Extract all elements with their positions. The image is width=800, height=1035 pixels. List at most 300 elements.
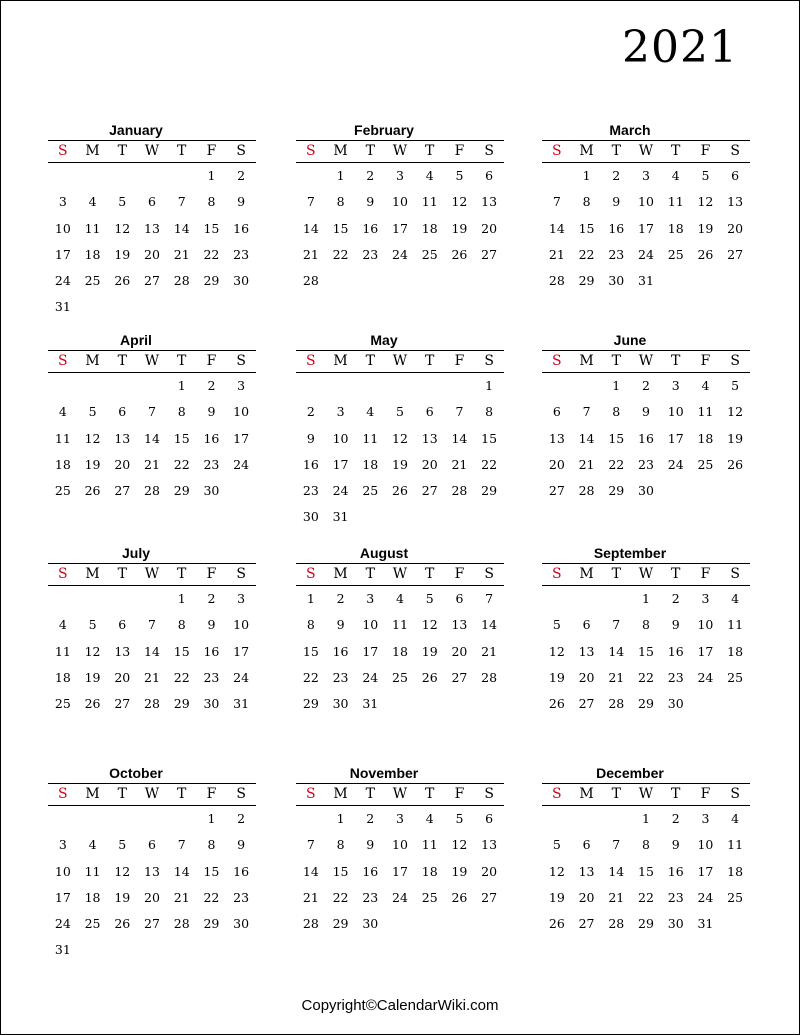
day-cell: 5 <box>118 194 127 210</box>
day-cell: 17 <box>697 643 714 659</box>
day-cell: 25 <box>421 246 438 262</box>
weekday-header-row <box>296 350 504 373</box>
day-cell: 8 <box>642 617 650 633</box>
weekday-label: T <box>425 786 435 802</box>
day-cell: 1 <box>336 168 345 183</box>
month-name: June <box>613 332 647 348</box>
day-cell: 20 <box>421 456 438 472</box>
day-cell: 6 <box>425 404 434 420</box>
day-cell: 31 <box>638 273 654 289</box>
day-grid <box>48 586 256 717</box>
weekday-header-row <box>48 783 256 806</box>
day-cell: 24 <box>54 916 71 932</box>
day-cell: 19 <box>548 889 565 905</box>
day-cell: 21 <box>578 456 595 472</box>
day-cell: 26 <box>548 916 565 932</box>
weekday-label: S <box>484 353 494 369</box>
day-blank <box>601 586 631 612</box>
day-cell: 21 <box>548 246 565 262</box>
month-january <box>48 120 256 321</box>
day-cell: 1 <box>642 811 650 826</box>
weekday-label: T <box>671 143 681 159</box>
day-grid <box>48 806 256 964</box>
weekday-label: T <box>671 566 681 582</box>
day-cell: 12 <box>548 863 565 879</box>
day-cell: 1 <box>306 591 315 606</box>
day-cell: 25 <box>667 246 684 262</box>
day-cell: 9 <box>671 617 680 633</box>
weekday-label: S <box>58 143 68 159</box>
day-cell: 8 <box>177 617 186 633</box>
day-cell: 21 <box>302 246 319 262</box>
day-cell: 11 <box>54 430 71 446</box>
weekday-header-row <box>48 140 256 163</box>
day-cell: 7 <box>612 837 621 853</box>
month-september <box>542 543 750 717</box>
day-grid <box>48 373 256 504</box>
weekday-label: T <box>117 143 127 159</box>
day-cell: 30 <box>667 916 684 932</box>
day-cell: 15 <box>203 863 220 879</box>
day-cell: 30 <box>608 273 625 289</box>
day-cell: 24 <box>638 246 654 262</box>
day-cell: 13 <box>727 194 744 210</box>
day-cell: 22 <box>608 456 625 472</box>
month-october <box>48 763 256 964</box>
day-blank <box>78 163 108 189</box>
day-cell: 25 <box>421 889 438 905</box>
day-cell: 19 <box>451 220 468 236</box>
day-cell: 25 <box>54 696 71 712</box>
day-cell: 12 <box>451 837 468 853</box>
day-cell: 7 <box>612 617 621 633</box>
day-grid <box>296 586 504 717</box>
day-cell: 23 <box>203 669 220 685</box>
day-cell: 3 <box>701 591 710 606</box>
day-cell: 11 <box>421 837 438 853</box>
weekday-label: S <box>552 143 562 159</box>
day-cell: 17 <box>54 246 71 262</box>
day-grid <box>542 163 750 294</box>
day-cell: 19 <box>727 430 744 446</box>
day-cell: 3 <box>701 811 710 826</box>
day-cell: 20 <box>481 863 498 879</box>
day-cell: 23 <box>332 669 349 685</box>
weekday-header-row <box>48 350 256 373</box>
day-cell: 30 <box>332 696 349 712</box>
month-name: May <box>370 332 398 348</box>
day-cell: 12 <box>84 643 101 659</box>
day-cell: 18 <box>392 643 408 659</box>
day-cell: 2 <box>207 591 216 606</box>
weekday-label: S <box>58 786 68 802</box>
day-blank <box>542 373 572 399</box>
day-blank <box>107 163 137 189</box>
day-cell: 26 <box>451 246 468 262</box>
day-cell: 24 <box>697 889 714 905</box>
weekday-label: S <box>306 786 316 802</box>
day-cell: 30 <box>302 509 319 525</box>
day-blank <box>107 586 137 612</box>
day-cell: 13 <box>144 863 160 879</box>
day-cell: 24 <box>233 669 250 685</box>
day-cell: 22 <box>638 669 654 685</box>
day-cell: 11 <box>84 863 101 879</box>
weekday-label: T <box>425 566 435 582</box>
day-cell: 5 <box>455 168 464 183</box>
day-cell: 3 <box>237 591 246 606</box>
day-cell: 25 <box>727 889 744 905</box>
day-cell: 19 <box>421 643 438 659</box>
day-cell: 23 <box>362 246 379 262</box>
day-cell: 2 <box>671 591 680 606</box>
day-cell: 16 <box>667 863 684 879</box>
day-cell: 7 <box>306 837 315 853</box>
day-cell: 16 <box>203 643 220 659</box>
weekday-label: S <box>552 353 562 369</box>
day-cell: 27 <box>727 246 744 262</box>
day-cell: 14 <box>481 617 498 633</box>
day-cell: 26 <box>727 456 744 472</box>
day-cell: 7 <box>582 404 591 420</box>
day-cell: 15 <box>203 220 220 236</box>
day-cell: 11 <box>667 194 684 210</box>
day-cell: 5 <box>552 617 561 633</box>
day-cell: 22 <box>638 889 654 905</box>
day-cell: 29 <box>203 273 220 289</box>
day-cell: 24 <box>392 246 408 262</box>
weekday-label: M <box>579 353 594 369</box>
weekday-header-row <box>542 140 750 163</box>
day-cell: 15 <box>638 863 654 879</box>
day-cell: 4 <box>88 194 97 210</box>
day-cell: 28 <box>578 483 595 499</box>
day-cell: 13 <box>144 220 160 236</box>
day-cell: 15 <box>481 430 498 446</box>
weekday-header-row <box>296 783 504 806</box>
day-cell: 14 <box>144 430 160 446</box>
day-cell: 23 <box>233 246 250 262</box>
day-cell: 27 <box>578 696 595 712</box>
day-cell: 22 <box>203 246 220 262</box>
day-cell: 8 <box>177 404 186 420</box>
day-cell: 4 <box>88 837 97 853</box>
day-cell: 31 <box>697 916 714 932</box>
month-name: October <box>109 765 163 781</box>
day-cell: 6 <box>118 404 127 420</box>
day-cell: 24 <box>332 483 349 499</box>
day-cell: 30 <box>203 483 220 499</box>
weekday-label: M <box>333 353 348 369</box>
day-cell: 1 <box>485 378 494 393</box>
day-cell: 18 <box>667 220 684 236</box>
day-cell: 13 <box>548 430 565 446</box>
copyright-text: Copyright©CalendarWiki.com <box>301 997 499 1014</box>
day-cell: 26 <box>114 273 131 289</box>
weekday-label: W <box>144 786 160 802</box>
weekday-label: S <box>484 566 494 582</box>
day-cell: 25 <box>392 669 408 685</box>
day-cell: 1 <box>336 811 345 826</box>
day-cell: 23 <box>362 889 379 905</box>
day-cell: 20 <box>481 220 498 236</box>
day-cell: 21 <box>608 889 625 905</box>
day-cell: 10 <box>332 430 349 446</box>
day-cell: 19 <box>114 889 131 905</box>
day-cell: 9 <box>642 404 650 420</box>
day-cell: 5 <box>88 617 97 633</box>
day-cell: 15 <box>332 220 349 236</box>
day-cell: 22 <box>578 246 595 262</box>
day-cell: 14 <box>608 643 625 659</box>
weekday-label: T <box>425 353 435 369</box>
weekday-label: M <box>85 786 100 802</box>
day-cell: 22 <box>332 246 349 262</box>
day-cell: 16 <box>362 863 379 879</box>
day-cell: 9 <box>207 404 216 420</box>
day-cell: 3 <box>58 837 67 853</box>
day-cell: 20 <box>548 456 565 472</box>
day-cell: 17 <box>233 430 250 446</box>
weekday-label: W <box>144 143 160 159</box>
month-july <box>48 543 256 717</box>
day-cell: 16 <box>667 643 684 659</box>
weekday-label: T <box>611 143 621 159</box>
day-cell: 28 <box>302 916 319 932</box>
day-cell: 9 <box>366 837 375 853</box>
day-cell: 6 <box>552 404 561 420</box>
day-cell: 23 <box>638 456 654 472</box>
day-cell: 30 <box>233 916 250 932</box>
day-blank <box>137 586 167 612</box>
day-cell: 18 <box>727 863 744 879</box>
day-cell: 9 <box>612 194 621 210</box>
weekday-label: S <box>236 566 246 582</box>
day-cell: 15 <box>608 430 625 446</box>
day-cell: 25 <box>84 273 101 289</box>
day-blank <box>542 806 572 832</box>
day-cell: 6 <box>118 617 127 633</box>
day-cell: 29 <box>302 696 319 712</box>
day-cell: 4 <box>731 811 740 826</box>
day-cell: 8 <box>306 617 315 633</box>
day-cell: 7 <box>177 194 186 210</box>
day-cell: 19 <box>548 669 565 685</box>
month-april <box>48 330 256 504</box>
day-cell: 20 <box>578 889 595 905</box>
day-cell: 2 <box>336 591 345 606</box>
day-cell: 14 <box>578 430 595 446</box>
day-cell: 5 <box>552 837 561 853</box>
day-blank <box>137 373 167 399</box>
day-cell: 20 <box>578 669 595 685</box>
month-name: February <box>354 122 414 138</box>
day-cell: 27 <box>114 483 131 499</box>
day-blank <box>326 373 356 399</box>
day-cell: 10 <box>697 837 714 853</box>
day-cell: 15 <box>578 220 595 236</box>
day-cell: 30 <box>638 483 654 499</box>
day-cell: 17 <box>233 643 250 659</box>
day-cell: 21 <box>144 669 160 685</box>
day-cell: 7 <box>177 837 186 853</box>
weekday-label: F <box>700 143 711 159</box>
day-cell: 11 <box>727 837 744 853</box>
weekday-header-row <box>542 783 750 806</box>
weekday-label: F <box>700 786 711 802</box>
weekday-label: F <box>700 353 711 369</box>
day-cell: 1 <box>582 168 591 183</box>
day-cell: 2 <box>306 404 315 420</box>
day-cell: 21 <box>481 643 498 659</box>
day-cell: 5 <box>455 811 464 826</box>
day-cell: 16 <box>233 863 250 879</box>
weekday-label: T <box>671 786 681 802</box>
day-cell: 5 <box>731 378 740 393</box>
day-grid <box>542 806 750 937</box>
day-cell: 3 <box>671 378 680 393</box>
day-cell: 29 <box>578 273 595 289</box>
day-cell: 11 <box>362 430 379 446</box>
day-blank <box>78 373 108 399</box>
day-cell: 22 <box>173 456 190 472</box>
weekday-label: F <box>454 353 465 369</box>
day-cell: 19 <box>392 456 408 472</box>
weekday-label: F <box>206 353 217 369</box>
day-cell: 23 <box>667 669 684 685</box>
day-cell: 8 <box>207 194 216 210</box>
day-cell: 14 <box>302 863 319 879</box>
day-cell: 3 <box>396 168 404 183</box>
weekday-label: S <box>236 353 246 369</box>
day-cell: 13 <box>451 617 468 633</box>
day-cell: 11 <box>727 617 744 633</box>
day-cell: 6 <box>485 811 494 826</box>
weekday-label: T <box>611 353 621 369</box>
weekday-label: W <box>392 786 408 802</box>
day-cell: 30 <box>233 273 250 289</box>
day-cell: 27 <box>548 483 565 499</box>
day-cell: 10 <box>362 617 379 633</box>
day-cell: 13 <box>114 430 131 446</box>
weekday-label: F <box>700 566 711 582</box>
day-cell: 29 <box>203 916 220 932</box>
day-blank <box>296 163 326 189</box>
weekday-label: T <box>117 353 127 369</box>
day-cell: 5 <box>396 404 404 420</box>
day-cell: 5 <box>88 404 97 420</box>
day-cell: 11 <box>697 404 714 420</box>
day-blank <box>296 806 326 832</box>
day-cell: 16 <box>233 220 250 236</box>
weekday-label: M <box>333 786 348 802</box>
day-cell: 4 <box>58 404 67 420</box>
day-cell: 15 <box>173 643 190 659</box>
day-cell: 3 <box>336 404 345 420</box>
weekday-label: S <box>306 353 316 369</box>
day-cell: 16 <box>332 643 349 659</box>
weekday-label: S <box>58 353 68 369</box>
day-cell: 24 <box>54 273 71 289</box>
day-cell: 27 <box>144 916 160 932</box>
day-cell: 6 <box>731 168 740 183</box>
day-cell: 26 <box>84 483 101 499</box>
day-cell: 27 <box>114 696 131 712</box>
day-cell: 18 <box>84 889 101 905</box>
day-cell: 11 <box>84 220 101 236</box>
day-cell: 10 <box>54 220 71 236</box>
weekday-label: F <box>206 143 217 159</box>
day-cell: 31 <box>54 299 71 315</box>
day-cell: 16 <box>362 220 379 236</box>
day-cell: 9 <box>237 837 246 853</box>
day-cell: 1 <box>207 168 216 183</box>
day-cell: 28 <box>608 696 625 712</box>
day-cell: 7 <box>485 591 494 606</box>
weekday-label: W <box>392 353 408 369</box>
day-cell: 10 <box>638 194 654 210</box>
weekday-label: S <box>236 786 246 802</box>
day-cell: 20 <box>451 643 468 659</box>
day-cell: 1 <box>642 591 650 606</box>
day-cell: 26 <box>421 669 438 685</box>
weekday-label: W <box>638 566 654 582</box>
month-june <box>542 330 750 504</box>
day-cell: 9 <box>366 194 375 210</box>
day-cell: 14 <box>302 220 319 236</box>
day-cell: 16 <box>608 220 625 236</box>
day-cell: 9 <box>671 837 680 853</box>
day-cell: 11 <box>54 643 71 659</box>
weekday-header-row <box>542 563 750 586</box>
day-cell: 28 <box>608 916 625 932</box>
weekday-label: S <box>552 566 562 582</box>
day-cell: 18 <box>697 430 714 446</box>
day-cell: 2 <box>671 811 680 826</box>
weekday-label: F <box>454 786 465 802</box>
day-cell: 19 <box>451 863 468 879</box>
day-cell: 7 <box>148 617 156 633</box>
day-cell: 5 <box>425 591 434 606</box>
day-cell: 12 <box>84 430 101 446</box>
day-cell: 29 <box>173 696 190 712</box>
day-cell: 30 <box>203 696 220 712</box>
day-cell: 26 <box>697 246 714 262</box>
day-cell: 20 <box>727 220 744 236</box>
day-cell: 4 <box>396 591 404 606</box>
day-cell: 27 <box>144 273 160 289</box>
day-blank <box>78 586 108 612</box>
day-cell: 16 <box>302 456 319 472</box>
day-cell: 22 <box>302 669 319 685</box>
day-cell: 25 <box>54 483 71 499</box>
weekday-label: W <box>638 353 654 369</box>
day-cell: 16 <box>203 430 220 446</box>
day-cell: 13 <box>114 643 131 659</box>
month-name: August <box>359 545 409 561</box>
weekday-label: S <box>730 786 740 802</box>
day-cell: 11 <box>421 194 438 210</box>
day-cell: 5 <box>118 837 127 853</box>
weekday-label: S <box>730 566 740 582</box>
weekday-label: T <box>177 353 187 369</box>
weekday-label: M <box>85 566 100 582</box>
day-cell: 13 <box>578 863 595 879</box>
day-cell: 10 <box>54 863 71 879</box>
day-cell: 13 <box>481 837 498 853</box>
day-blank <box>445 373 475 399</box>
weekday-label: S <box>484 143 494 159</box>
